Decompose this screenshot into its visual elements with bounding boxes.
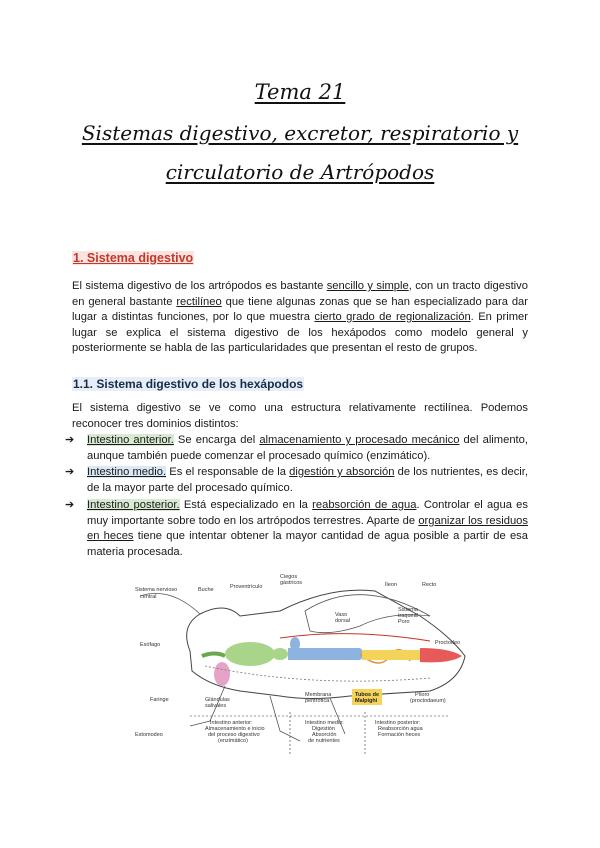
salivary-glands xyxy=(214,662,230,686)
label-im-title: Intestino medio: xyxy=(305,720,344,726)
label-ia-2: del proceso digestivo xyxy=(208,732,260,738)
label-membrana-2: peritrófica xyxy=(305,698,330,704)
pharynx xyxy=(202,654,225,657)
label-ia-1: Almacenamiento e inicio xyxy=(205,726,265,732)
label-im-3: de nutrientes xyxy=(308,738,340,744)
label-recto: Recto xyxy=(422,582,437,588)
proventriculus xyxy=(272,648,288,660)
label-sistema-traqueal: Sistema xyxy=(398,607,418,613)
label-tubos-2: Malpighi xyxy=(355,698,378,704)
label-glandulas: Glándulas xyxy=(205,697,230,703)
midgut xyxy=(288,648,364,660)
label-estomodeo: Estomodeo xyxy=(135,732,163,738)
label-tubos: Tubos de xyxy=(355,692,380,698)
label-im-1: Digestión xyxy=(312,726,335,732)
label-vaso: Vaso xyxy=(335,612,348,618)
insect-digestive-diagram xyxy=(130,556,475,766)
label-ileon: Íleon xyxy=(385,582,397,588)
label-piloro-2: (proctodaeum) xyxy=(410,698,446,704)
label-vaso-2: dorsal xyxy=(335,618,350,624)
label-esofago: Esófago xyxy=(140,642,161,648)
arrow-icon: ➔ xyxy=(65,434,75,446)
section1-paragraph: El sistema digestivo de los artrópodos es bastante sencillo y simple, con un tracto digestivo en general bastante rectilíneo que tiene algunas zonas que se han especializado para dar lugar a distintas funciones, por lo que muestra cierto grado de regionalización. En primer lugar se explica el sistema digestivo de los hexápodos como modelo general y posteriormente se habla de las particularidades que presentan el resto de grupos. xyxy=(72,280,528,354)
label-sistema-nervioso: Sistema nervioso xyxy=(135,587,178,593)
section-heading-hexapods: 1.1. Sistema digestivo de los hexápodos xyxy=(73,377,304,391)
hindgut xyxy=(362,650,420,660)
bullet-midgut: ➔ Intestino medio. Es el responsable de la digestión y absorción de los nutrientes, es decir, de la mayor parte del procesado químico. xyxy=(65,466,528,494)
label-ciegos: Ciegos xyxy=(280,574,298,580)
label-ia-title: Intestino anterior: xyxy=(210,720,253,726)
subtitle-line-2: circulatorio de Artrópodos xyxy=(165,160,435,184)
label-ip-2: Formación heces xyxy=(378,732,421,738)
arrow-icon: ➔ xyxy=(65,499,75,511)
label-glandulas-2: salivales xyxy=(205,703,227,709)
leg xyxy=(270,696,300,741)
topic-title: Tema 21 xyxy=(254,80,346,104)
label-piloro: Píloro xyxy=(415,692,430,698)
label-proctodeo: Proctodeo xyxy=(435,640,461,646)
nerve-cord xyxy=(205,666,430,681)
insect-body-outline xyxy=(187,590,465,698)
label-ip-1: Reabsorción agua xyxy=(378,726,423,732)
label-sistema-traqueal-2: traqueal xyxy=(398,613,418,619)
label-membrana: Membrana xyxy=(305,692,332,698)
label-buche: Buche xyxy=(198,587,214,593)
subtitle-line-1: Sistemas digestivo, excretor, respiratorio y xyxy=(81,121,519,145)
bullet-hindgut: ➔ Intestino posterior. Está especializado en la reabsorción de agua. Controlar el agua es muy importante sobre todo en los artrópodos terrestres. Aparte de organizar los residuos en heces tiene que intentar obtener la mayor cantidad de agua posible a partir de esa materia procesada. xyxy=(65,499,529,558)
arrow-icon: ➔ xyxy=(65,466,75,478)
section11-intro: El sistema digestivo se ve como una estructura relativamente rectilínea. Podemos reconocer tres dominios distintos: xyxy=(72,402,528,430)
label-ciegos-2: gástricos xyxy=(280,580,303,586)
label-proventriculo: Proventrículo xyxy=(230,584,263,590)
label-ip-title: Intestino posterior: xyxy=(375,720,421,726)
dorsal-vessel xyxy=(280,634,430,641)
label-sistema-nervioso-2: central xyxy=(140,594,157,600)
label-sistema-traqueal-3: Poro xyxy=(398,619,410,625)
gastric-caeca xyxy=(290,637,300,651)
section-heading-digestive: 1. Sistema digestivo xyxy=(73,251,194,265)
rectum xyxy=(420,648,462,662)
bullet-foregut: ➔ Intestino anterior. Se encarga del almacenamiento y procesado mecánico del alimento, aunque también puede comenzar el procesado químico (enzimático). xyxy=(65,434,528,462)
label-im-2: Absorción xyxy=(312,732,337,738)
crop xyxy=(225,642,275,666)
label-faringe: Faringe xyxy=(150,697,169,703)
label-ia-3: (enzimático) xyxy=(218,738,248,744)
